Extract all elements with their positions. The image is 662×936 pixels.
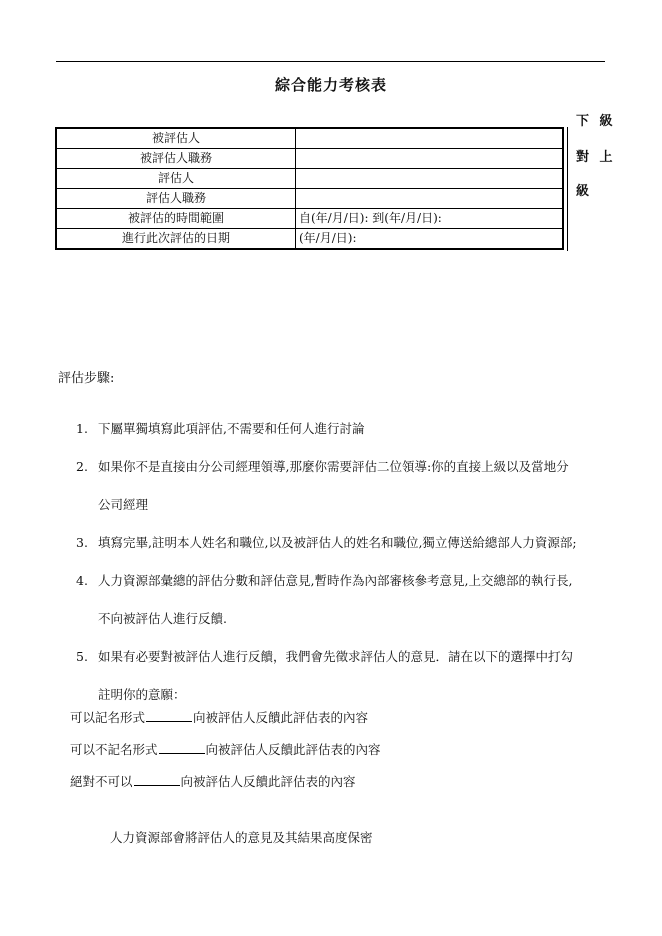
side-label-line-3: 級 <box>576 184 593 199</box>
side-label-line-1: 下 級 <box>576 114 616 129</box>
evaluation-info-table <box>55 127 564 250</box>
confidentiality-note: 人力資源部會將評估人的意見及其結果高度保密 <box>110 830 373 845</box>
table-cell-label: 被評估的時間範圍 <box>56 209 296 229</box>
table-cell-label: 被評估人職務 <box>56 149 296 169</box>
step-text-line: 註明你的意願： <box>98 687 186 702</box>
top-horizontal-rule <box>56 61 605 62</box>
table-cell-value[interactable]: (年/月/日): <box>296 229 564 250</box>
list-item <box>72 524 612 562</box>
table-row <box>56 169 563 189</box>
step-number: 4. <box>76 573 88 588</box>
table-row <box>56 149 563 169</box>
table-row <box>56 128 563 149</box>
option-prefix: 絕對不可以 <box>70 774 133 789</box>
step-number: 3. <box>76 535 88 550</box>
table-cell-value[interactable] <box>296 128 564 149</box>
feedback-options <box>70 708 381 804</box>
step-text-line: 公司經理 <box>98 497 149 512</box>
feedback-option-named <box>70 708 381 740</box>
list-item <box>72 410 612 448</box>
table-row <box>56 229 563 250</box>
side-label-line-2: 對 上 <box>576 150 616 165</box>
step-number: 2. <box>76 459 88 474</box>
table-cell-label: 評估人職務 <box>56 189 296 209</box>
list-item <box>72 638 612 714</box>
option-prefix: 可以記名形式 <box>70 710 146 725</box>
step-text-line: 如果你不是直接由分公司經理領導,那麼你需要評估二位領導:你的直接上級以及當地分 <box>98 459 569 474</box>
step-text-line: 下屬單獨填寫此項評估,不需要和任何人進行討論 <box>98 421 365 436</box>
table-cell-label: 評估人 <box>56 169 296 189</box>
option-suffix: 向被評估人反饋此評估表的內容 <box>193 710 369 725</box>
table-cell-value[interactable] <box>296 169 564 189</box>
step-text-line: 人力資源部彙總的評估分數和評估意見,暫時作為內部審核參考意見,上交總部的執行長, <box>98 573 573 588</box>
table-cell-label: 被評估人 <box>56 128 296 149</box>
table-row <box>56 189 563 209</box>
step-number: 5. <box>76 649 88 664</box>
option-suffix: 向被評估人反饋此評估表的內容 <box>180 774 356 789</box>
table-cell-label: 進行此次評估的日期 <box>56 229 296 250</box>
step-text-line: 如果有必要對被評估人進行反饋，我們會先徵求評估人的意見．請在以下的選擇中打勾 <box>98 649 574 664</box>
list-item <box>72 448 612 524</box>
table-cell-value[interactable] <box>296 149 564 169</box>
option-prefix: 可以不記名形式 <box>70 742 158 757</box>
feedback-option-never <box>70 772 381 804</box>
checkmark-blank[interactable] <box>134 773 180 786</box>
list-item <box>72 562 612 638</box>
table-cell-value[interactable] <box>296 189 564 209</box>
steps-list <box>72 410 612 714</box>
table-row <box>56 209 563 229</box>
table-cell-value[interactable]: 自(年/月/日): 到(年/月/日): <box>296 209 564 229</box>
document-title: 綜合能力考核表 <box>274 76 387 94</box>
checkmark-blank[interactable] <box>159 741 205 754</box>
steps-heading: 評估步驟: <box>58 371 115 386</box>
step-number: 1. <box>76 421 88 436</box>
step-text-line: 不向被評估人進行反饋. <box>98 611 227 626</box>
option-suffix: 向被評估人反饋此評估表的內容 <box>205 742 381 757</box>
table-side-rule <box>567 127 568 251</box>
checkmark-blank[interactable] <box>146 709 192 722</box>
feedback-option-anonymous <box>70 740 381 772</box>
step-text-line: 填寫完畢,註明本人姓名和職位,以及被評估人的姓名和職位,獨立傳送給總部人力資源部; <box>98 535 577 550</box>
